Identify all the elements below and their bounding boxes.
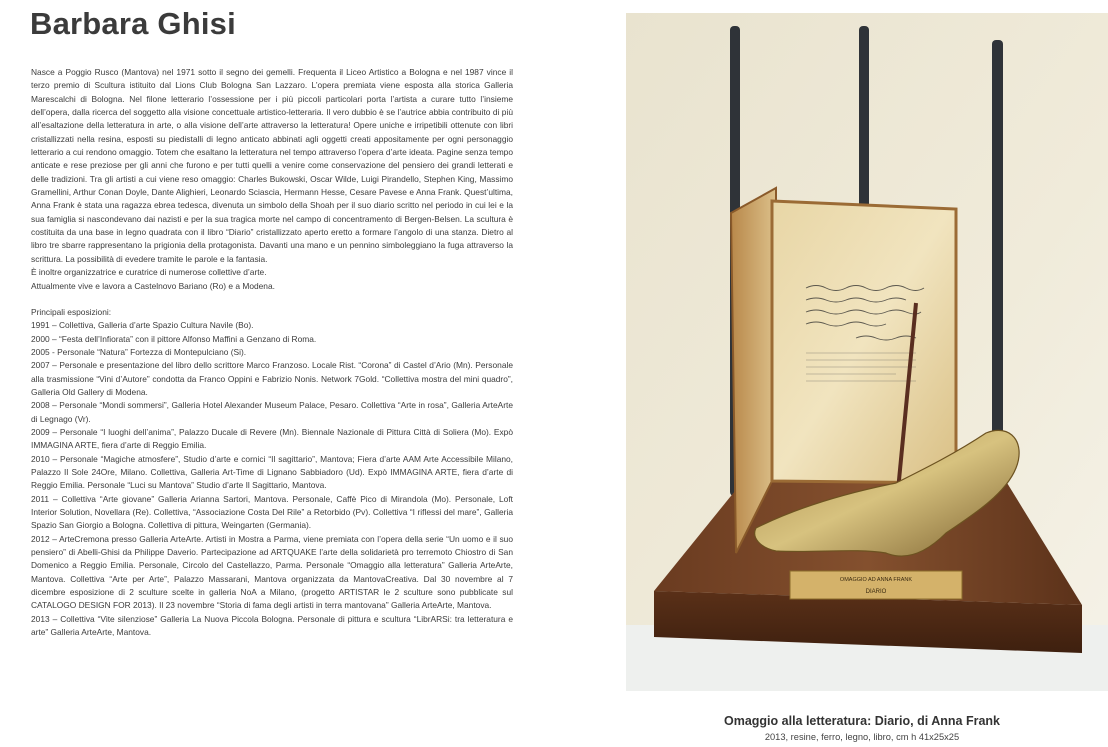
exhibition-entry: 2012 – ArteCremona presso Galleria ArteArte. Artisti in Mostra a Parma, viene premiata con l’opera della serie “Un uomo e il suo pensiero” di Abelli-Ghisi da Philippe Daverio. Partecipazione ad ARTQUAKE l’arte della solidarietà pro terremoto Chiostro di San Domenico a Reggio Emilia. Personale, Circolo del Castellazzo, Parma. Personale “Omaggio alla letteratura” Galleria ArteArte, Mantova. Collettiva “Arte per Arte”, Palazzo Massarani, Mantova organizzata da MantovaCreativa. Dal 30 novembre al 7 dicembre esposizione di 2 sculture scelte in galleria NoA a Milano, (progetto ARTISTAR le 2 sculture sono pubblicate sul CATALOGO DESIGN FOR 2013). Il 23 novembre “Storia di fama degli artisti in terra mantovana” Galleria ArteArte, Mantova.: [31, 533, 513, 611]
biography-text: [31, 66, 513, 639]
exhibition-entry: 2013 – Collettiva “Vite silenziose” Galleria La Nuova Piccola Bologna. Personale di pittura e scultura “LibrARSi: tra letteratura e arte” Galleria ArteArte, Mantova.: [31, 613, 513, 638]
bio-paragraph: Nasce a Poggio Rusco (Mantova) nel 1971 sotto il segno dei gemelli. Frequenta il Liceo Artistico a Bologna e nel 1987 vince il terzo premio di Scultura istituito dal Lions Club Bologna San Lazzaro. L’opera premiata viene esposta alla storica Galleria Marescalchi di Bologna. Nel filone letterario l’ossessione per i più piccoli particolari porta l’artista a curare tutto l’insieme dell’opera, dalla ricerca del soggetto alla visione concettuale artistico-letteraria. Il vero dubbio è se l’autrice abbia contribuito di più all’esaltazione della letteratura in arte, o alla visione dell’arte attraverso la letteratura! Opere uniche e irripetibili ottenute con libri cristallizzati nella resina, esposti su piedistalli di legno anticato abbinati agli oggetti creati appositamente per ogni personaggio letterario a cui rendono omaggio. Totem che esaltano la letteratura nel tempo attraverso l’opera d’arte ideata. Pagine senza tempo anticate e rese preziose per gli anni che furono e per tutti quelli a venire come conservazione del pensiero dei grandi letterati e delle tradizioni. Tra gli artisti a cui viene reso omaggio: Charles Bukowski, Oscar Wilde, Luigi Pirandello, Stephen King, Massimo Gramellini, Arthur Conan Doyle, Dante Alighieri, Leonardo Sciascia, Hermann Hesse, Cesare Pavese e Anna Frank. Quest’ultima, Anna Frank è stata una ragazza ebrea tedesca, divenuta un simbolo della Shoah per il suo diario scritto nel periodo in cui lei e la sua famiglia si nascondevano dai nazisti e per la sua tragica morte nel campo di concentramento di Bergen-Belsen. La scultura è costituita da una base in legno quadrata con il libro “Diario” cristallizzato aperto eretto a formare l’angolo di una stanza. Dietro al libro tre sbarre rappresentano la prigionia della protagonista. Davanti una mano e un pennino simboleggiano la fuga attraverso la scrittura. La possibilità di evedere tramite le parole e la fantasia.: [31, 67, 513, 264]
bio-paragraph: È inoltre organizzatrice e curatrice di numerose collettive d’arte.: [31, 267, 267, 278]
artwork-title: Omaggio alla letteratura: Diario, di Anna Frank: [724, 714, 1000, 728]
plaque-line-1: OMAGGIO AD ANNA FRANK: [839, 577, 913, 583]
exhibition-entry: 2008 – Personale “Mondi sommersi”, Galleria Hotel Alexander Museum Palace, Pesaro. Collettiva “Arte in rosa”, Galleria ArteArte di Legnago (Vr).: [31, 400, 513, 424]
artwork-caption: [626, 714, 1108, 742]
iron-bar: [992, 40, 1003, 470]
artwork-details: 2013, resine, ferro, legno, libro, cm h 41x25x25: [764, 732, 960, 742]
exhibition-entry: 2007 – Personale e presentazione del libro dello scrittore Marco Franzoso. Locale Rist. “Corona” di Castel d’Ario (Mn). Personale alla trasmissione “Vini d’Autore” condotta da Franco Oppini e Fabrizio Nonis. Network 7Gold. “Collettiva mostra del mini quadro”, Galleria Old Gallery di Modena.: [31, 360, 513, 397]
exhibition-entry: 2011 – Collettiva “Arte giovane” Galleria Arianna Sartori, Mantova. Personale, Caffè Pico di Mirandola (Mo). Personale, Loft Interior Solution, Novellara (Re). Collettiva, “Associazione Costa Del Rile” a Retorbido (Pv). Collettiva “I riflessi del mare”, Galleria Spazio San Giorgio a Bologna. Collettiva di pittura, Weingarten (Germania).: [31, 493, 513, 531]
exhibition-entry: 2010 – Personale “Magiche atmosfere”, Studio d’arte e cornici “Il sagittario”, Mantova; Fiera d’arte AAM Arte Accessibile Milano, Palazzo Il Sole 24Ore, Milano. Collettiva, Galleria Art-Time di Lignano Sabbiadoro (Ud). Expò IMMAGINA ARTE, fiera d’arte di Reggio Emilia. Personale “Luci su Mantova” Studio d’arte Il Sagittario, Mantova.: [31, 453, 513, 491]
book-right-page: [772, 201, 956, 483]
page-title: Barbara Ghisi: [30, 6, 236, 41]
exhibitions-heading: Principali esposizioni:: [31, 306, 112, 317]
exhibition-entry: 2005 - Personale “Natura” Fortezza di Montepulciano (Si).: [31, 346, 247, 357]
bio-paragraph: Attualmente vive e lavora a Castelnovo Bariano (Ro) e a Modena.: [31, 280, 275, 291]
exhibition-entry: 2000 – “Festa dell’Infiorata” con il pittore Alfonso Maffini a Genzano di Roma.: [31, 333, 317, 344]
exhibition-entry: 2009 – Personale “I luoghi dell’anima”, Palazzo Ducale di Revere (Mn). Biennale Nazionale di Pittura Città di Soliera (Mo). Expò IMMAGINA ARTE, fiera d’arte di Reggio Emilia.: [31, 426, 513, 451]
plaque-line-2: DIARIO: [865, 589, 887, 595]
exhibition-entry: 1991 – Collettiva, Galleria d’arte Spazio Cultura Navile (Bo).: [31, 320, 254, 331]
artwork-photo: [626, 13, 1108, 691]
